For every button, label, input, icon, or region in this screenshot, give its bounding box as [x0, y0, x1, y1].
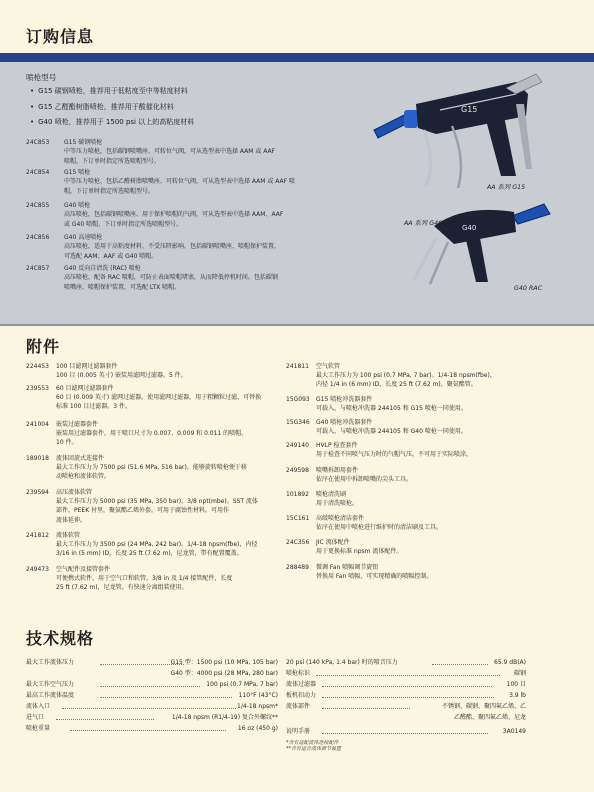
accessory-desc-line: 标准 100 目过滤器。3 件。: [56, 403, 131, 411]
accessory-desc-line: 最大工作压力为 5000 psi (35 MPa, 350 bar)，3/8 npt(mbe)。SST 流体: [56, 498, 258, 506]
accessory-name: 高压流体软管: [56, 489, 93, 496]
accessory-desc-line: 最大工作压力为 7500 psi (51.6 MPa, 516 bar)。能够旋转喷枪便于移: [56, 464, 247, 472]
accessory-name: 微调 Fan 喷幅调节旋钮: [316, 564, 379, 571]
accessory-name: 100 目滤网过滤器套件: [56, 363, 118, 370]
accessory-desc-line: 依序在使用中拆卸喷嘴的尖头工具。: [316, 476, 413, 484]
leader-dots: [322, 733, 488, 734]
leader-dots: [56, 719, 154, 720]
accessory-desc-line: 替换用 Fan 喷幅，可实现精确的喷幅控制。: [316, 573, 433, 581]
bullet-item: • G15 碳钢喷枪，推荐用于低粘度至中等粘度材料: [30, 84, 194, 100]
model-name: G15 喷枪: [64, 169, 91, 176]
spec-label: 喷枪标识: [286, 670, 311, 677]
spec-row: [26, 680, 278, 690]
accessory-name: JIC 流体配件: [316, 539, 350, 546]
gun-models-bullets: [30, 84, 194, 131]
accessory-code: 249473: [26, 566, 49, 573]
spec-value: 3A0149: [502, 728, 526, 735]
spec-label: 流体部件: [286, 703, 311, 710]
accessory-code: 15C161: [286, 515, 310, 522]
model-desc-line: 喷嘴座、喷帽保护装置，可选配 LTX 喷帽。: [64, 283, 181, 291]
accessory-code: 189018: [26, 455, 49, 462]
accessory-name: 流体回旋式连接件: [56, 455, 105, 462]
leader-dots: [432, 664, 488, 665]
gun-models-heading: 喷枪型号: [26, 73, 57, 82]
spec-row: [286, 669, 526, 679]
accessory-code: 224453: [26, 363, 49, 370]
model-desc-line: 高压喷枪，配备 RAC 喷帽，可防止表面喷帽堵塞，从而降低停机时间。包括碳钢: [64, 274, 278, 282]
spec-row: [26, 658, 278, 668]
spec-value: 16 oz (450 g): [237, 725, 278, 732]
spec-value: 乙醛酯、聚四氟乙烯、尼龙: [453, 714, 526, 721]
accessory-name: 喷枪清洗刷: [316, 491, 347, 498]
leader-dots: [316, 675, 500, 676]
model-name: G40 反向自清洗 (RAC) 喷枪: [64, 265, 141, 272]
accessory-desc-line: 100 目 (0.005 英寸) 嵌装用滤网过滤器。5 件。: [56, 372, 187, 380]
model-desc-line: 中等压力喷枪，包括碳钢喷嘴座、可转位气阀，可从选型表中选择 AAM 或 AAF: [64, 148, 276, 156]
accessory-code: 288489: [286, 564, 309, 571]
accessory-code: 249140: [286, 442, 309, 449]
model-desc-line: 帽，下订单时指定所选喷帽型号。: [64, 187, 155, 195]
accessory-code: 15G346: [286, 419, 310, 426]
accessory-desc-line: 依序在使用中喷枪进行维护时的清洁刷及工具。: [316, 524, 443, 532]
bullet-item: • G40 喷枪，推荐用于 1500 psi 以上的高粘度材料: [30, 115, 194, 131]
spec-label: 最大工作空气压力: [26, 681, 75, 688]
accessory-name: 流体软管: [56, 532, 81, 539]
model-name: G40 高速喷枪: [64, 234, 103, 241]
accessory-desc-line: 最大工作压力为 3500 psi (24 MPa, 242 bar)。1/4-18 npsm(fbe)，内径: [56, 541, 258, 549]
accessory-name: 喷嘴拆卸用套件: [316, 467, 359, 474]
accessory-code: 241811: [286, 363, 309, 370]
accessory-desc-line: 可便携式软件，用于空气口和软管。3/8 in 及 1/4 接管配件，长度: [56, 575, 233, 583]
spec-row: [26, 669, 278, 679]
model-code: 24C854: [26, 169, 50, 176]
spec-row: [26, 691, 278, 701]
spray-gun-aa40-image: [404, 196, 564, 291]
spec-value: 65.9 dB(A): [494, 659, 526, 666]
spec-value: G40 型：4000 psi (28 MPa, 280 bar): [170, 670, 278, 677]
spec-row: [286, 713, 526, 723]
model-desc-line: 高压喷枪，适用于高粘度材料，不受压降影响。包括碳钢喷嘴座、喷帽保护装置，: [64, 243, 281, 251]
order-section-title: 订购信息: [26, 27, 95, 46]
gun-label-aa40: AA 系列 G40: [404, 220, 443, 227]
accessory-desc-line: 3/16 in (5 mm) ID，长度 25 ft (7.62 m)，尼龙管，带有配置覆盖。: [56, 550, 243, 558]
spec-row: [286, 658, 526, 668]
footnotes: [286, 740, 341, 752]
accessory-desc-line: 部件，PEEK 衬里，聚氨酯乙烯外套。可用于腐蚀性材料。可用作: [56, 507, 230, 515]
spec-value: 100 目: [506, 681, 526, 688]
model-name: G40 喷枪: [64, 202, 91, 209]
accessory-desc-line: 25 ft (7.62 m)，尼龙管。有快速分离组装使用。: [56, 584, 188, 592]
spec-value: 110°F (43°C): [238, 692, 278, 699]
accessory-desc-line: 用于更换标准 npsm 流体配件。: [316, 548, 403, 556]
spec-row: [286, 702, 526, 712]
model-name: G15 碳钢喷枪: [64, 139, 103, 146]
spec-row: [286, 680, 526, 690]
accessory-name: 高级喷枪清洁套件: [316, 515, 365, 522]
accessory-code: 239594: [26, 489, 49, 496]
accessory-desc-line: 嵌装用过滤器套件，用于喷口尺寸为 0.007、0.009 和 0.011 的喷帽。: [56, 430, 248, 438]
spec-label: 最大工作流体压力: [26, 659, 75, 666]
spec-label: 最高工作流体温度: [26, 692, 75, 699]
accessory-code: 15G093: [286, 396, 310, 403]
spec-label: 说明手册: [286, 728, 311, 735]
svg-text:G15: G15: [461, 105, 478, 114]
spec-label: 流体过滤器: [286, 681, 317, 688]
model-code: 24C857: [26, 265, 50, 272]
spec-value: G15 型：1500 psi (10 MPa, 105 bar): [170, 659, 278, 666]
leader-dots: [322, 697, 494, 698]
spec-row: [286, 727, 526, 737]
spec-label: 进气口: [26, 714, 45, 721]
accessory-desc-line: 可载入，与喷枪冲洗器 244105 和 G15 喷枪一同使用。: [316, 405, 467, 413]
accessory-name: 空气配件及接管套件: [56, 566, 111, 573]
accessory-desc-line: 用于检查不同喷气压力时的气帽气压。不可用于实际喷涂。: [316, 451, 473, 459]
accessory-name: 60 目滤网过滤器套件: [56, 385, 114, 392]
model-desc-line: 可选配 AAM、AAF 或 G40 喷帽。: [64, 252, 158, 260]
spec-row: [286, 691, 526, 701]
accessory-desc-line: 60 目 (0.009 英寸) 滤网过滤器。使用滤网过滤器，用于粗颗粒过滤，可替换: [56, 394, 262, 402]
model-code: 24C855: [26, 202, 50, 209]
model-desc-line: 高压喷枪，包括碳钢喷嘴座、用于保护喷帽的气阀，可从选型表中选择 AAM、AAF: [64, 211, 284, 219]
accessory-name: 空气软管: [316, 363, 341, 370]
model-desc-line: 中等压力喷枪，包括乙醛树脂喷嘴座、可转位气阀，可从选型表中选择 AAM 或 AAF 喷: [64, 178, 296, 186]
model-desc-line: 喷帽，下订单时指定所选喷帽型号。: [64, 157, 161, 165]
accessory-code: 24C356: [286, 539, 310, 546]
accessory-name: G15 喷枪冲洗器套件: [316, 396, 373, 403]
accessory-desc-line: 10 件。: [56, 439, 78, 447]
footnote-line: **含有适合流体调节装置: [286, 746, 342, 752]
spec-value: 1/4-18 npsm*: [237, 703, 278, 710]
bullet-item: • G15 乙醛酯树脂喷枪，推荐用于酸催化材料: [30, 100, 194, 116]
leader-dots: [70, 730, 226, 731]
accessory-code: 249598: [286, 467, 309, 474]
spec-label: 板机扣动力: [286, 692, 317, 699]
accessory-code: 239553: [26, 385, 49, 392]
accessory-desc-line: 用于清洗喷枪。: [316, 500, 359, 508]
spec-label: 喷枪重量: [26, 725, 51, 732]
accessory-desc-line: 内径 1/4 in (6 mm) ID，长度 25 ft (7.62 m)，聚氨酯管。: [316, 381, 477, 389]
accessory-name: 嵌装过滤器套件: [56, 421, 99, 428]
accessory-code: 101892: [286, 491, 309, 498]
panel-divider: [0, 324, 594, 326]
footnote-line: *含有适配流体连接配件: [286, 740, 339, 746]
leader-dots: [322, 708, 410, 709]
leader-dots: [100, 686, 200, 687]
header-bar: [0, 53, 594, 62]
accessory-code: 241004: [26, 421, 49, 428]
accessory-name: HVLP 检查套件: [316, 442, 358, 449]
spec-label: 20 psi (140 kPa, 1.4 bar) 时的喷音压力: [286, 659, 398, 666]
accessory-desc-line: 动喷枪和流体软管。: [56, 473, 111, 481]
spray-gun-aa15-image: [366, 64, 566, 194]
spec-label: 流体入口: [26, 703, 51, 710]
leader-dots: [322, 686, 492, 687]
leader-dots: [100, 697, 232, 698]
spec-value: 100 psi (0.7 MPa, 7 bar): [206, 681, 278, 688]
model-desc-line: 或 G40 喷帽，下订单时指定所选喷帽型号。: [64, 220, 183, 228]
gun-label-rac: G40 RAC: [514, 285, 542, 292]
gun-label-aa15: AA 系列 G15: [487, 184, 526, 191]
spec-row: [26, 713, 278, 723]
specs-title: 技术规格: [26, 629, 95, 648]
spec-row: [26, 702, 278, 712]
accessories-title: 附件: [26, 337, 61, 356]
leader-dots: [62, 708, 236, 709]
accessory-name: G40 喷枪冲洗器套件: [316, 419, 373, 426]
accessory-code: 241812: [26, 532, 49, 539]
model-code: 24C853: [26, 139, 50, 146]
spec-row: [26, 724, 278, 734]
spec-value: 不锈钢、碳钢、聚四氟乙烯、乙: [441, 703, 526, 710]
accessory-desc-line: 流体延伸。: [56, 516, 87, 524]
model-code: 24C856: [26, 234, 50, 241]
svg-text:G40: G40: [462, 224, 477, 232]
accessory-desc-line: 最大工作压力为 100 psi (0.7 MPa, 7 bar)。1/4-18 npsm(fbe)，: [316, 372, 496, 380]
spec-value: 1/4-18 npsm (R1/4-19) 复合外螺纹**: [171, 714, 278, 721]
spec-value: 碳钢: [513, 670, 526, 677]
accessory-desc-line: 可载入，与喷枪冲洗器 244105 和 G40 喷枪一同使用。: [316, 428, 467, 436]
spec-value: 3.9 lb: [509, 692, 526, 699]
